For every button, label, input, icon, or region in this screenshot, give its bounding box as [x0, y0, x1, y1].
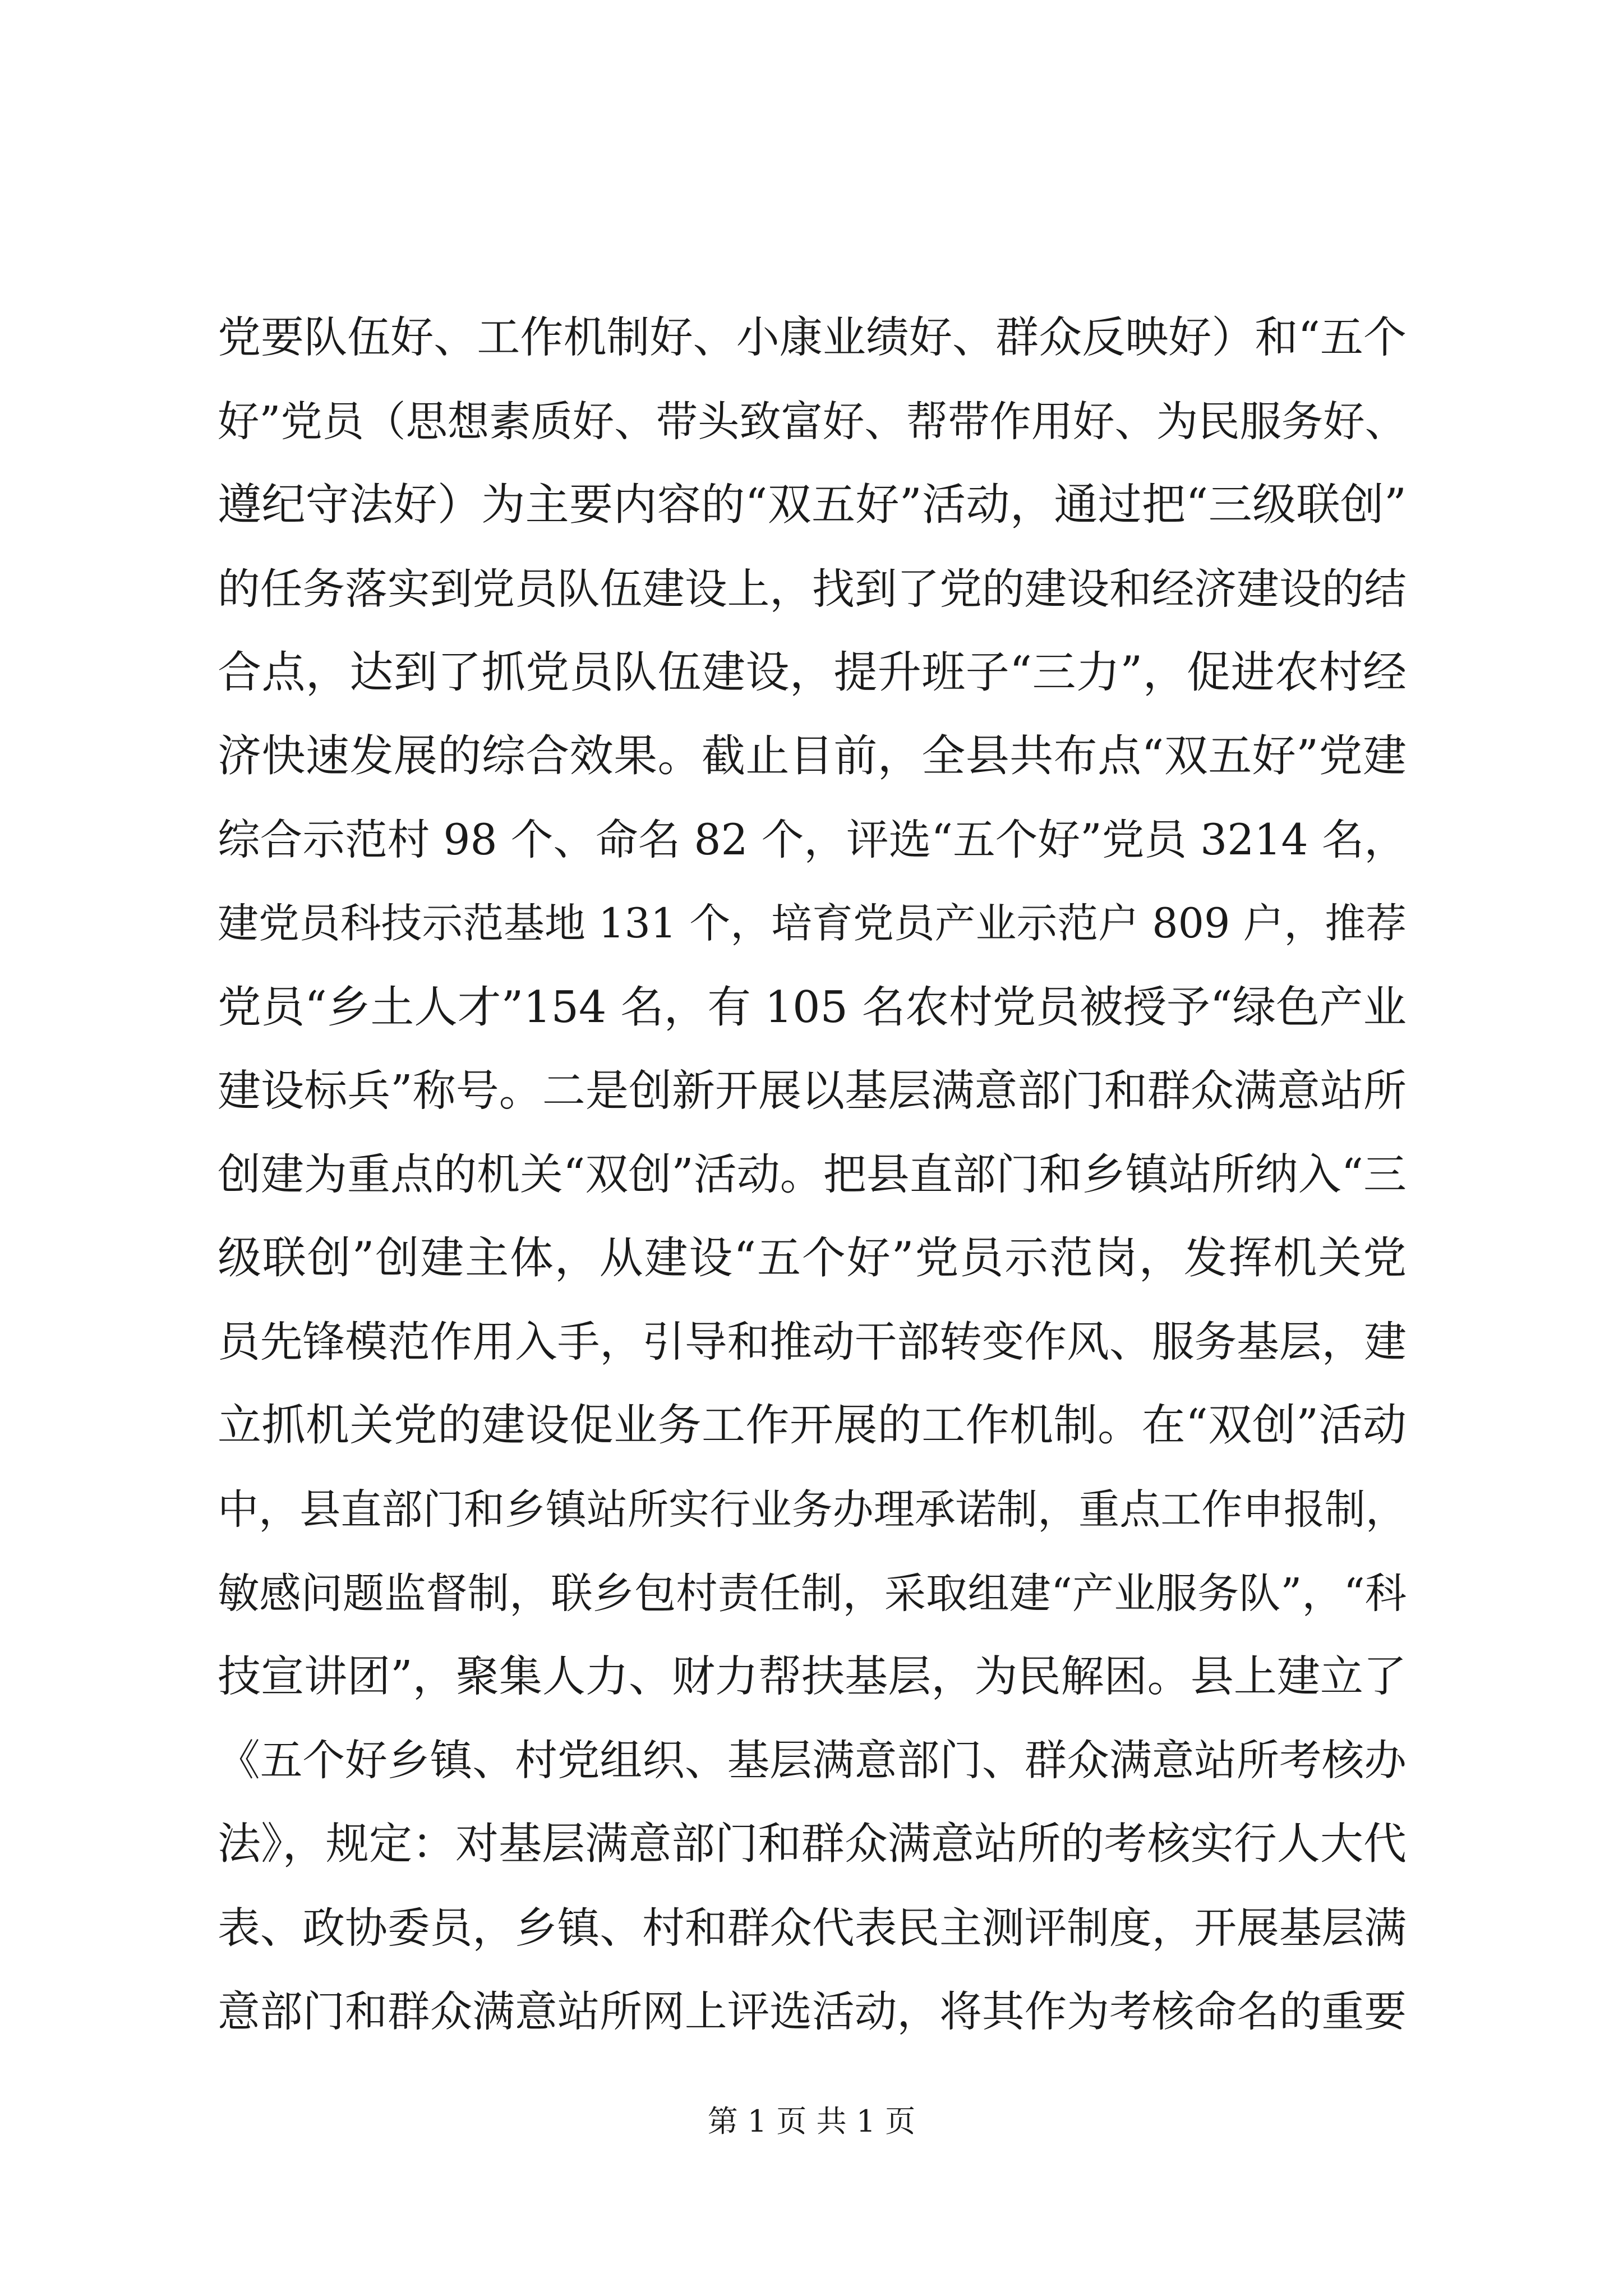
- text-line: 中，县直部门和乡镇站所实行业务办理承诺制，重点工作申报制，: [218, 1485, 1407, 1534]
- text-line: 敏感问题监督制，联乡包村责任制，采取组建“产业服务队”，“科: [218, 1568, 1407, 1618]
- text-line: 法》，规定：对基层满意部门和群众满意站所的考核实行人大代: [218, 1819, 1407, 1870]
- text-line: 表、政协委员，乡镇、村和群众代表民主测评制度，开展基层满: [218, 1903, 1407, 1953]
- text-line: 意部门和群众满意站所网上评选活动，将其作为考核命名的重要: [218, 1986, 1407, 2036]
- text-line: 技宣讲团”，聚集人力、财力帮扶基层，为民解困。县上建立了: [218, 1651, 1407, 1702]
- text-line: 合点，达到了抓党员队伍建设，提升班子“三力”，促进农村经: [218, 647, 1407, 698]
- page-number: 第 1 页 共 1 页: [707, 2104, 916, 2139]
- text-line: 级联创”创建主体，从建设“五个好”党员示范岗，发挥机关党: [218, 1233, 1407, 1284]
- text-line: 济快速发展的综合效果。截止目前，全县共布点“双五好”党建: [218, 730, 1407, 781]
- text-line: 党要队伍好、工作机制好、小康业绩好、群众反映好）和“五个: [218, 312, 1407, 363]
- text-line: 员先锋模范作用入手，引导和推动干部转变作风、服务基层，建: [218, 1317, 1407, 1367]
- text-line: 建设标兵”称号。二是创新开展以基层满意部门和群众满意站所: [218, 1065, 1407, 1116]
- text-line: 遵纪守法好）为主要内容的“双五好”活动，通过把“三级联创”: [218, 480, 1407, 531]
- text-line: 建党员科技示范基地 131 个，培育党员产业示范户 809 户，推荐: [218, 900, 1407, 948]
- text-line: 创建为重点的机关“双创”活动。把县直部门和乡镇站所纳入“三: [218, 1149, 1407, 1200]
- body-text: [218, 296, 1407, 2054]
- text-line: 《五个好乡镇、村党组织、基层满意部门、群众满意站所考核办: [218, 1736, 1407, 1786]
- text-line: 好”党员（思想素质好、带头致富好、帮带作用好、为民服务好、: [218, 397, 1407, 447]
- text-line: 党员“乡土人才”154 名，有 105 名农村党员被授予“绿色产业: [218, 982, 1407, 1033]
- text-line: 立抓机关党的建设促业务工作开展的工作机制。在“双创”活动: [218, 1400, 1407, 1451]
- page-footer: [0, 2099, 1623, 2144]
- text-line: 的任务落实到党员队伍建设上，找到了党的建设和经济建设的结: [218, 564, 1407, 614]
- text-line: 综合示范村 98 个、命名 82 个，评选“五个好”党员 3214 名，: [218, 815, 1407, 865]
